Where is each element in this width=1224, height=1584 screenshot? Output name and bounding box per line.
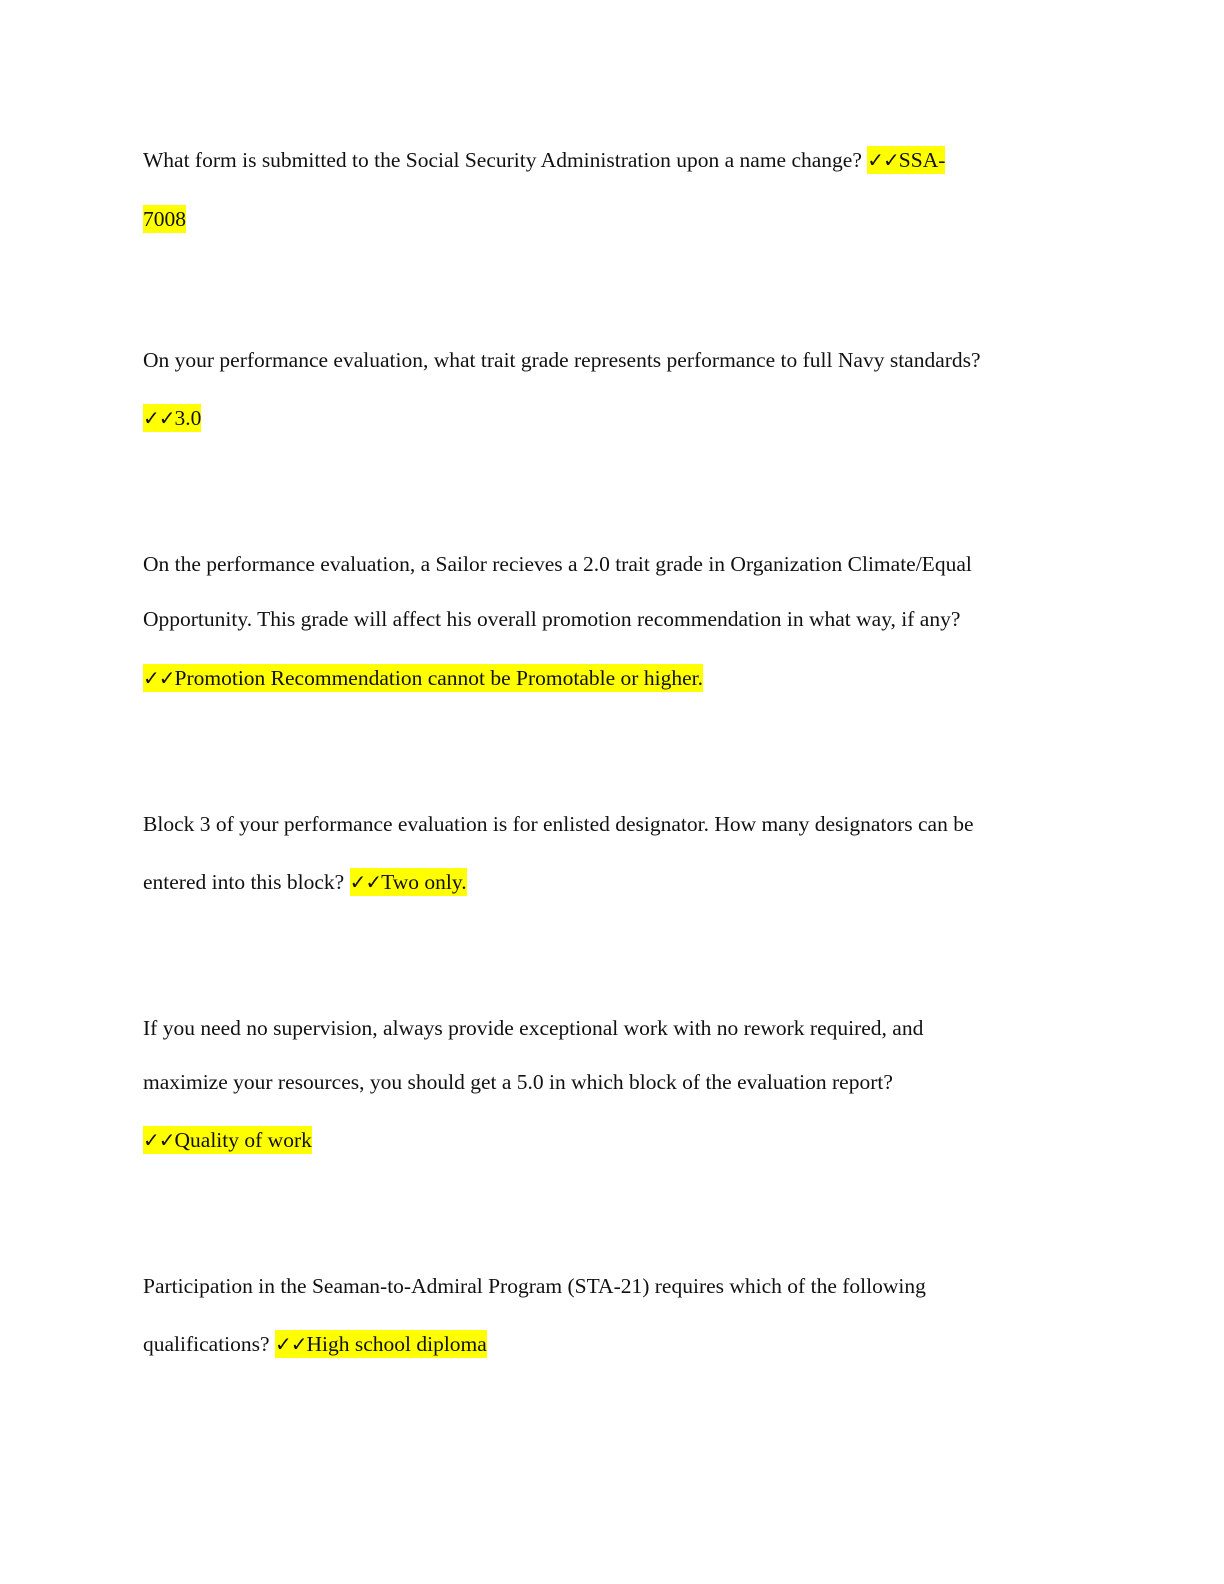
answer-highlight [143, 205, 186, 233]
answer-highlight [143, 1126, 312, 1154]
question-text: On the performance evaluation, a Sailor recieves a 2.0 trait grade in Organization Climate/Equal [143, 552, 972, 576]
answer-highlight [275, 1330, 487, 1358]
question-text: Block 3 of your performance evaluation is for enlisted designator. How many designators can be [143, 812, 974, 836]
question-3-answer-line [143, 661, 703, 695]
answer-text: Quality of work [174, 1128, 312, 1152]
answer-highlight [350, 868, 467, 896]
double-check-icon: ✓✓ [143, 666, 175, 690]
question-1-line-1 [143, 143, 945, 177]
answer-text: Promotion Recommendation cannot be Promotable or higher. [174, 666, 703, 690]
question-5-answer-line [143, 1123, 312, 1157]
double-check-icon: ✓✓ [274, 1332, 307, 1356]
answer-text: High school diploma [306, 1332, 487, 1356]
question-4-line-2 [143, 865, 467, 899]
question-text: What form is submitted to the Social Security Administration upon a name change? [143, 148, 862, 172]
double-check-icon: ✓✓ [867, 148, 899, 172]
question-4-line-1 [143, 807, 974, 841]
answer-text: Two only. [381, 870, 467, 894]
question-5-line-2 [143, 1065, 893, 1099]
question-text: maximize your resources, you should get a 5.0 in which block of the evaluation report? [143, 1070, 893, 1094]
answer-text: SSA- [898, 148, 946, 172]
answer-highlight [867, 146, 945, 174]
double-check-icon: ✓✓ [349, 870, 382, 894]
question-2-line-1 [143, 343, 981, 377]
answer-text: 7008 [143, 207, 186, 231]
question-text: entered into this block? [143, 870, 345, 894]
question-text: On your performance evaluation, what trait grade represents performance to full Navy standards? [143, 348, 981, 372]
question-text: Opportunity. This grade will affect his overall promotion recommendation in what way, if any? [143, 607, 961, 631]
answer-highlight [143, 404, 201, 432]
question-2-answer-line [143, 401, 201, 435]
question-text: Participation in the Seaman-to-Admiral Program (STA-21) requires which of the following [143, 1274, 926, 1298]
question-5-line-1 [143, 1011, 923, 1045]
question-6-line-2 [143, 1327, 487, 1361]
question-3-line-2 [143, 602, 960, 636]
double-check-icon: ✓✓ [143, 1128, 175, 1152]
double-check-icon: ✓✓ [143, 406, 175, 430]
question-3-line-1 [143, 547, 972, 581]
question-text: If you need no supervision, always provide exceptional work with no rework required, and [143, 1016, 924, 1040]
answer-highlight [143, 664, 703, 692]
answer-text: 3.0 [174, 406, 202, 430]
question-6-line-1 [143, 1269, 926, 1303]
question-text: qualifications? [143, 1332, 270, 1356]
question-1-line-2 [143, 202, 186, 236]
